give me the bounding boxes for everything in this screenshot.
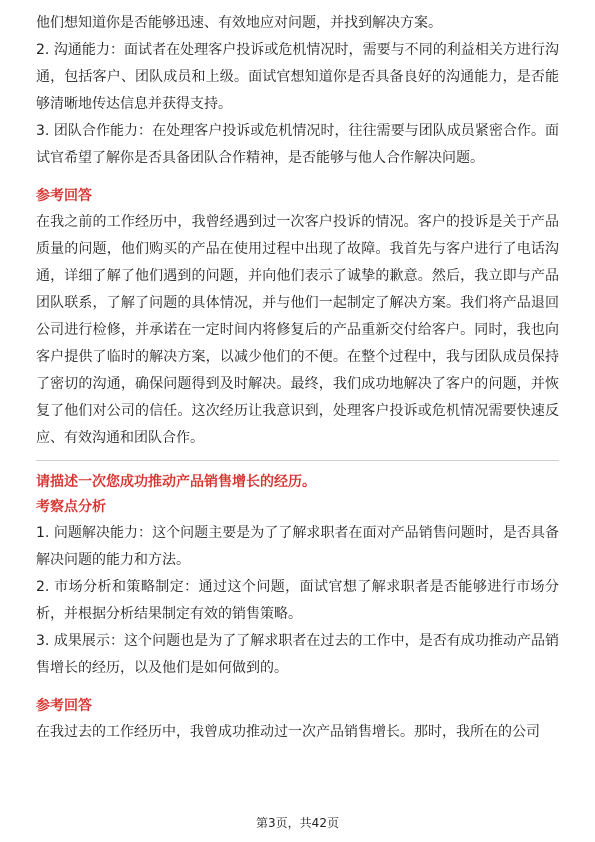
analysis-point: 3. 成果展示：这个问题也是为了了解求职者在过去的工作中，是否有成功推动产品销售增长的经历，以及他们是如何做到的。 [36, 633, 559, 676]
reference-answer-text: 在我之前的工作经历中，我曾经遇到过一次客户投诉的情况。客户的投诉是关于产品质量的问题，他们购买的产品在使用过程中出现了故障。我首先与客户进行了电话沟通，详细了解了他们遇到的问题，并向他们表示了诚挚的歉意。然后，我立即与产品团队联系，了解了问题的具体情况，并与他们一起制定了解决方案。我们将产品退回公司进行检修，并承诺在一定时间内将修复后的产品重新交付给客户。同时，我也向客户提供了临时的解决方案，以减少他们的不便。在整个过程中，我与团队成员保持了密切的沟通，确保问题得到及时解决。最终，我们成功地解决了客户的问题，并恢复了他们对公司的信任。这次经历让我意识到，处理客户投诉或危机情况需要快速反应、有效沟通和团队合作。 [36, 214, 559, 446]
page-number: 第3页，共42页 [256, 816, 339, 830]
reference-answer-heading: 参考回答 [36, 188, 92, 204]
reference-answer-text: 在我过去的工作经历中，我曾成功推动过一次产品销售增长。那时，我所在的公司 [36, 724, 540, 740]
reference-answer-heading: 参考回答 [36, 698, 92, 714]
paragraph-communication: 2. 沟通能力：面试者在处理客户投诉或危机情况时，需要与不同的利益相关方进行沟通，包括客户、团队成员和上级。面试官想知道你是否具备良好的沟通能力，是否能够清晰地传达信息并获得支持。 [36, 42, 559, 112]
analysis-point: 2. 市场分析和策略制定：通过这个问题，面试官想了解求职者是否能够进行市场分析，并根据分析结果制定有效的销售策略。 [36, 579, 559, 622]
paragraph-continuation: 他们想知道你是否能够迅速、有效地应对问题，并找到解决方案。 [36, 15, 442, 31]
document-page [36, 10, 559, 746]
analysis-point: 1. 问题解决能力：这个问题主要是为了了解求职者在面对产品销售问题时，是否具备解决问题的能力和方法。 [36, 525, 559, 568]
paragraph-teamwork: 3. 团队合作能力：在处理客户投诉或危机情况时，往往需要与团队成员紧密合作。面试官希望了解你是否具备团队合作精神，是否能够与他人合作解决问题。 [36, 123, 559, 166]
section-divider [36, 460, 559, 461]
question-title: 请描述一次您成功推动产品销售增长的经历。 [36, 474, 316, 490]
analysis-heading: 考察点分析 [36, 499, 106, 515]
